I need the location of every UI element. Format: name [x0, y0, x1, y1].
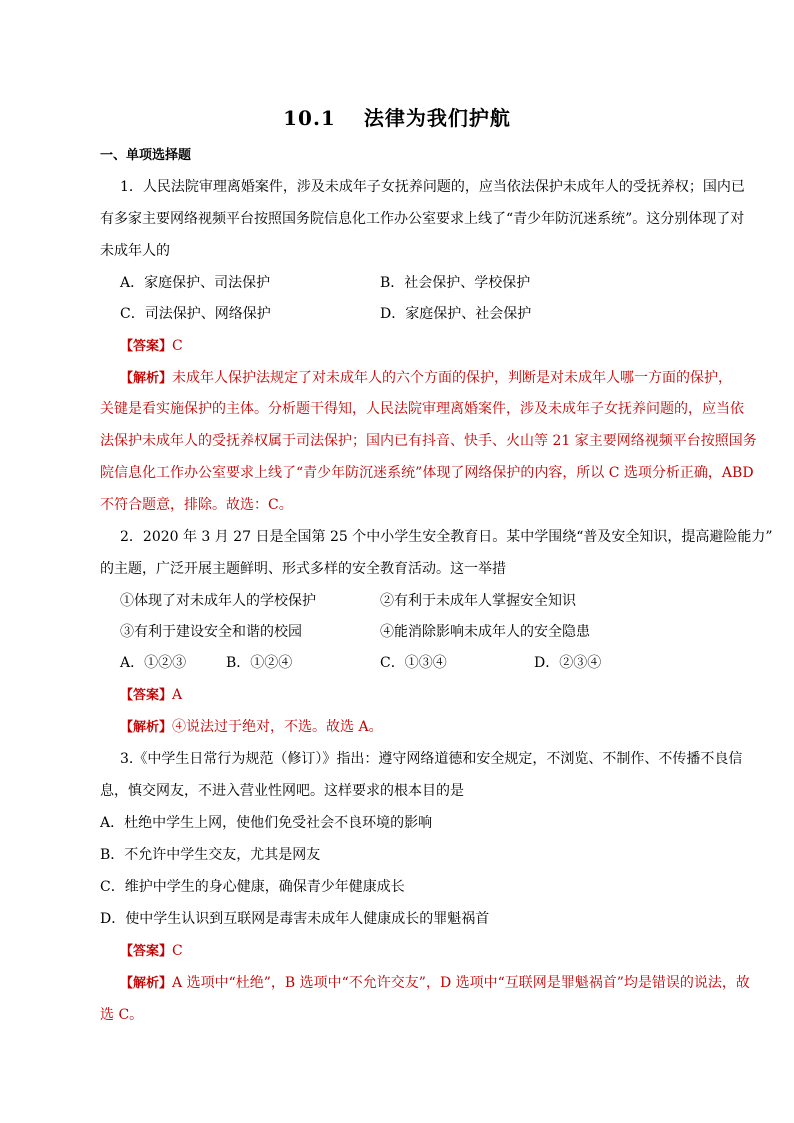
q1-analysis-line2: 关键是看实施保护的主体。分析题干得知，人民法院审理离婚案件，涉及未成年子女抚养问题的，应当依	[100, 401, 744, 417]
q3-option-d: D．使中学生认识到互联网是毒害未成年人健康成长的罪魁祸首	[100, 911, 490, 927]
q2-statement-3: ③有利于建设安全和谐的校园	[120, 624, 302, 640]
q2-analysis-line1	[120, 718, 740, 737]
q2-option-c: C．①③④	[380, 655, 447, 671]
q2-option-b: B．①②④	[226, 655, 293, 671]
q1-stem-line1: 1．人民法院审理离婚案件，涉及未成年子女抚养问题的，应当依法保护未成年人的受抚养权；国内已	[120, 179, 745, 195]
analysis-text: 未成年人保护法规定了对未成年人的六个方面的保护，判断是对未成年人哪一方面的保护，	[172, 370, 733, 386]
analysis-tag: 【解析】	[120, 720, 173, 735]
q3-option-a: A．杜绝中学生上网，使他们免受社会不良环境的影响	[100, 815, 433, 831]
q3-option-b: B．不允许中学生交友，尤其是网友	[100, 847, 321, 863]
answer-tag: 【答案】	[120, 339, 173, 354]
q3-analysis-line1	[120, 974, 750, 993]
analysis-tag: 【解析】	[120, 976, 173, 991]
q3-analysis-line2: 选 C。	[100, 1007, 144, 1023]
q1-analysis-line3: 法保护未成年人的受抚养权属于司法保护；国内已有抖音、快手、火山等 21 家主要网络视频平台按照国务	[100, 433, 757, 449]
q1-analysis-line5: 不符合题意，排除。故选：C。	[100, 497, 293, 513]
q3-stem-line1: 3.《中学生日常行为规范（修订）》指出：遵守网络道德和安全规定，不浏览、不制作、不传播不良信	[120, 751, 743, 767]
q2-statement-4: ④能消除影响未成年人的安全隐患	[380, 624, 590, 640]
q1-option-d: D．家庭保护、社会保护	[380, 306, 532, 322]
analysis-text: ④说法过于绝对，不选。故选 A。	[172, 719, 383, 735]
q1-stem-line2: 有多家主要网络视频平台按照国务院信息化工作办公室要求上线了“青少年防沉迷系统”。这分别体现了对	[100, 211, 745, 227]
q2-statement-2: ②有利于未成年人掌握安全知识	[380, 593, 576, 609]
q3-stem-line2: 息，慎交网友，不进入营业性网吧。这样要求的根本目的是	[100, 783, 464, 799]
q1-option-b: B．社会保护、学校保护	[380, 275, 531, 291]
answer-tag: 【答案】	[120, 944, 173, 959]
answer-tag: 【答案】	[120, 688, 173, 703]
q2-answer	[120, 686, 740, 705]
section-heading: 一、单项选择题	[100, 148, 192, 163]
q1-analysis-line1	[120, 369, 740, 388]
page-title	[0, 102, 794, 131]
q3-option-c: C．维护中学生的身心健康，确保青少年健康成长	[100, 879, 405, 895]
analysis-tag: 【解析】	[120, 371, 173, 386]
q1-stem-line3: 未成年人的	[100, 243, 170, 259]
title-number: 10.1	[283, 106, 336, 130]
q2-stem-line2: 的主题，广泛开展主题鲜明、形式多样的安全教育活动。这一举措	[100, 561, 506, 577]
q2-option-a: A．①②③	[120, 655, 187, 671]
q1-answer	[120, 337, 740, 356]
q2-statement-1: ①体现了对未成年人的学校保护	[120, 593, 316, 609]
q3-answer	[120, 942, 740, 961]
answer-value: A	[172, 687, 183, 703]
q1-analysis-line4: 院信息化工作办公室要求上线了“青少年防沉迷系统”体现了网络保护的内容，所以 C 选项分析正确，ABD	[100, 465, 754, 481]
analysis-text: A 选项中“杜绝”，B 选项中“不允许交友”，D 选项中“互联网是罪魁祸首”均是错误的说法，故	[172, 975, 750, 991]
q2-stem-line1: 2．2020 年 3 月 27 日是全国第 25 个中小学生安全教育日。某中学围绕“普及安全知识，提高避险能力”	[120, 529, 773, 545]
answer-value: C	[172, 338, 183, 354]
q2-option-d: D．②③④	[534, 655, 602, 671]
title-text: 法律为我们护航	[363, 106, 511, 130]
q1-option-a: A．家庭保护、司法保护	[120, 275, 271, 291]
answer-value: C	[172, 943, 183, 959]
q1-option-c: C．司法保护、网络保护	[120, 306, 271, 322]
